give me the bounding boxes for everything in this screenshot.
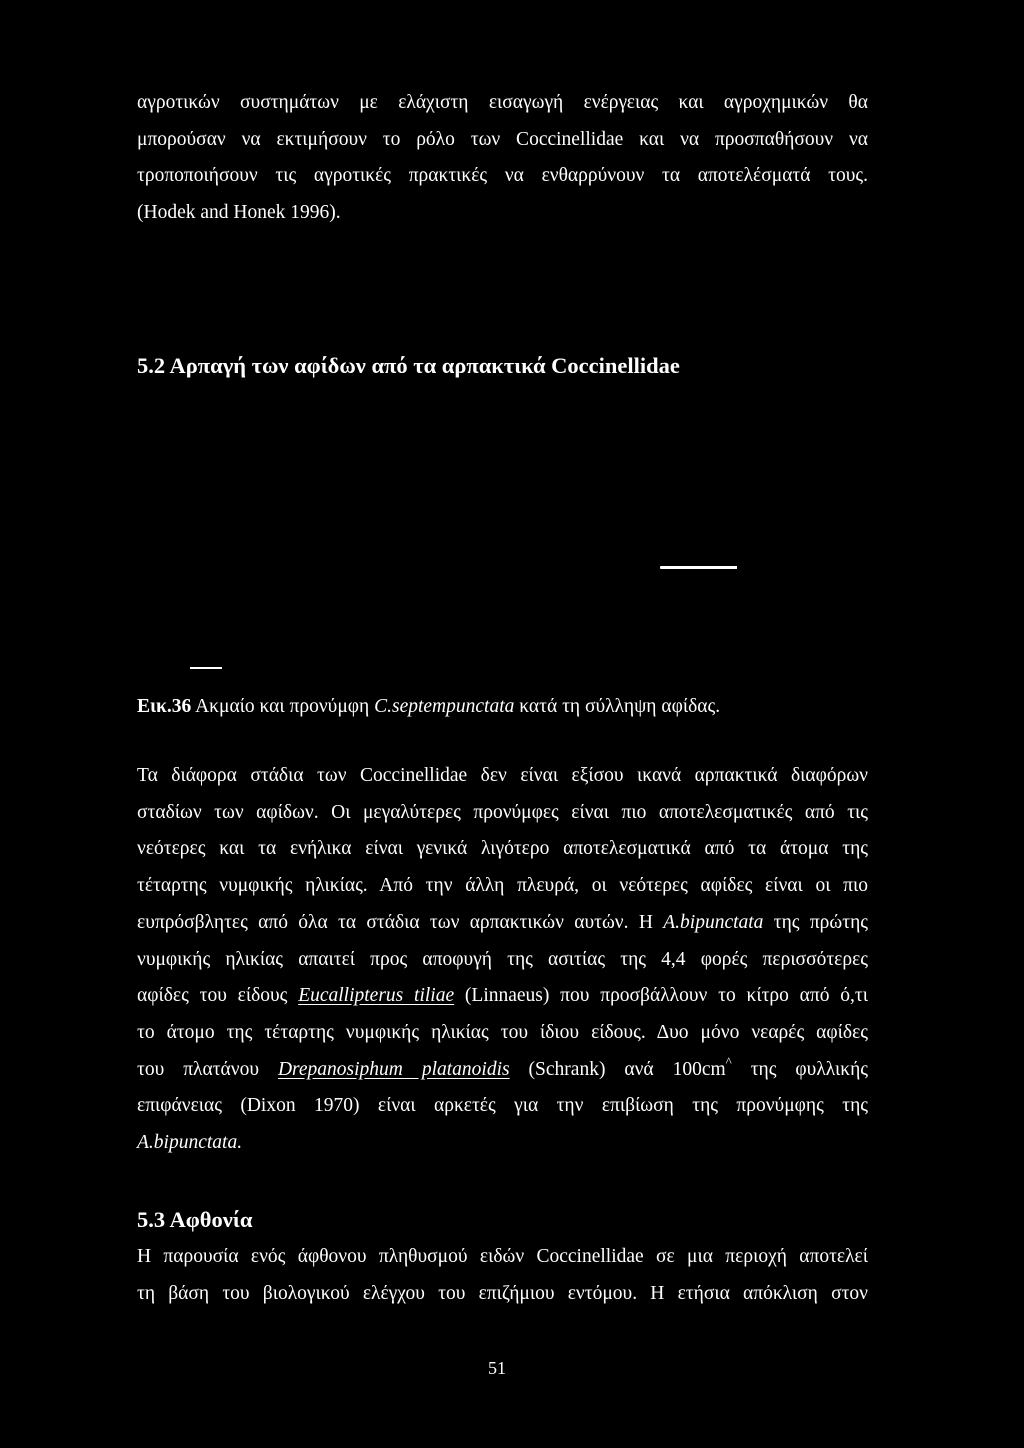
paragraph-line: (Hodek and Honek 1996).	[137, 202, 341, 224]
figure-36-image	[137, 400, 868, 675]
line-text: της πρώτης	[773, 911, 869, 933]
section-title: Αρπαγή των αφίδων από τα αρπακτικά Coccinellidae	[169, 353, 680, 378]
section-number: 5.3	[137, 1207, 166, 1232]
figure-remnant-mark	[190, 667, 222, 669]
caption-species-name: C.septempunctata	[374, 696, 515, 717]
paragraph-line: τέταρτης νυμφικής ηλικίας. Από την άλλη πλευρά, οι νεότερες αφίδες είναι οι πιο	[137, 875, 868, 897]
paragraph-line	[137, 1125, 868, 1162]
paragraph-line: αγροτικών συστημάτων με ελάχιστη εισαγωγή ενέργειας και αγροχημικών θα	[137, 92, 868, 113]
paragraph-line: Η παρουσία ενός άφθονου πληθυσμού ειδών Coccinellidae σε μια περιοχή αποτελεί	[137, 1246, 868, 1267]
paragraph-line	[137, 978, 868, 1015]
paragraph-3	[137, 1239, 868, 1312]
species-name: Drepanosiphum platanoidis	[277, 1058, 510, 1080]
line-text: (Linnaeus) που προσβάλλουν το κίτρο από ό,τι	[464, 985, 868, 1007]
caption-line	[137, 689, 868, 726]
caption-text: κατά τη σύλληψη αφίδας.	[519, 696, 721, 717]
section-heading-5-3	[137, 1205, 868, 1235]
paragraph-line: νυμφικής ηλικίας απαιτεί προς αποφυγή της ασιτίας της 4,4 φορές περισσότερες	[137, 948, 868, 970]
paragraph-1	[137, 85, 868, 232]
species-name: Eucallipterus tiliae	[298, 985, 455, 1007]
section-number: 5.2	[137, 353, 166, 378]
line-text: αφίδες του είδους	[137, 985, 288, 1007]
figure-caption	[137, 689, 868, 726]
line-text: του πλατάνου	[137, 1058, 259, 1080]
paragraph-line: τροποποιήσουν τις αγροτικές πρακτικές να ενθαρρύνουν τα αποτελέσματά τους.	[137, 165, 868, 187]
paragraph-line: σταδίων των αφίδων. Οι μεγαλύτερες προνύμφες είναι πιο αποτελεσματικές από τις	[137, 801, 868, 823]
paragraph-line	[137, 1052, 868, 1089]
species-name: A.bipunctata	[663, 911, 764, 933]
line-text: της φυλλικής	[750, 1058, 868, 1080]
line-text: (Schrank) ανά 100cm	[528, 1058, 726, 1080]
caption-text: Ακμαίο και προνύμφη	[195, 696, 370, 717]
paragraph-line: επιφάνειας (Dixon 1970) είναι αρκετές για την επιβίωση της προνύμφης της	[137, 1095, 868, 1117]
paragraph-line: νεότερες και τα ενήλικα είναι γενικά λιγότερο αποτελεσματικά από τα άτομα της	[137, 838, 868, 860]
caption-label: Εικ.36	[137, 696, 192, 717]
paragraph-line: τη βάση του βιολογικού ελέγχου του επιζήμιου εντόμου. Η ετήσια απόκλιση στον	[137, 1282, 868, 1304]
paragraph-line: το άτομο της τέταρτης νυμφικής ηλικίας του ίδιου είδους. Δυο μόνο νεαρές αφίδες	[137, 1021, 868, 1043]
figure-remnant-mark	[660, 566, 737, 569]
section-heading-5-2	[137, 351, 868, 381]
paragraph-line: μπορούσαν να εκτιμήσουν το ρόλο των Coccinellidae και να προσπαθήσουν να	[137, 128, 868, 150]
paragraph-2	[137, 758, 868, 1162]
paragraph-line: Τα διάφορα στάδια των Coccinellidae δεν είναι εξίσου ικανά αρπακτικά διαφόρων	[137, 765, 868, 786]
page-number: 51	[488, 1358, 506, 1378]
species-name: A.bipunctata.	[137, 1132, 243, 1154]
line-text: ευπρόσβλητες από όλα τα στάδια των αρπακτικών αυτών. Η	[137, 911, 653, 933]
paragraph-line	[137, 905, 868, 942]
superscript-mark: ^	[725, 1053, 732, 1069]
section-title: Αφθονία	[169, 1207, 253, 1232]
